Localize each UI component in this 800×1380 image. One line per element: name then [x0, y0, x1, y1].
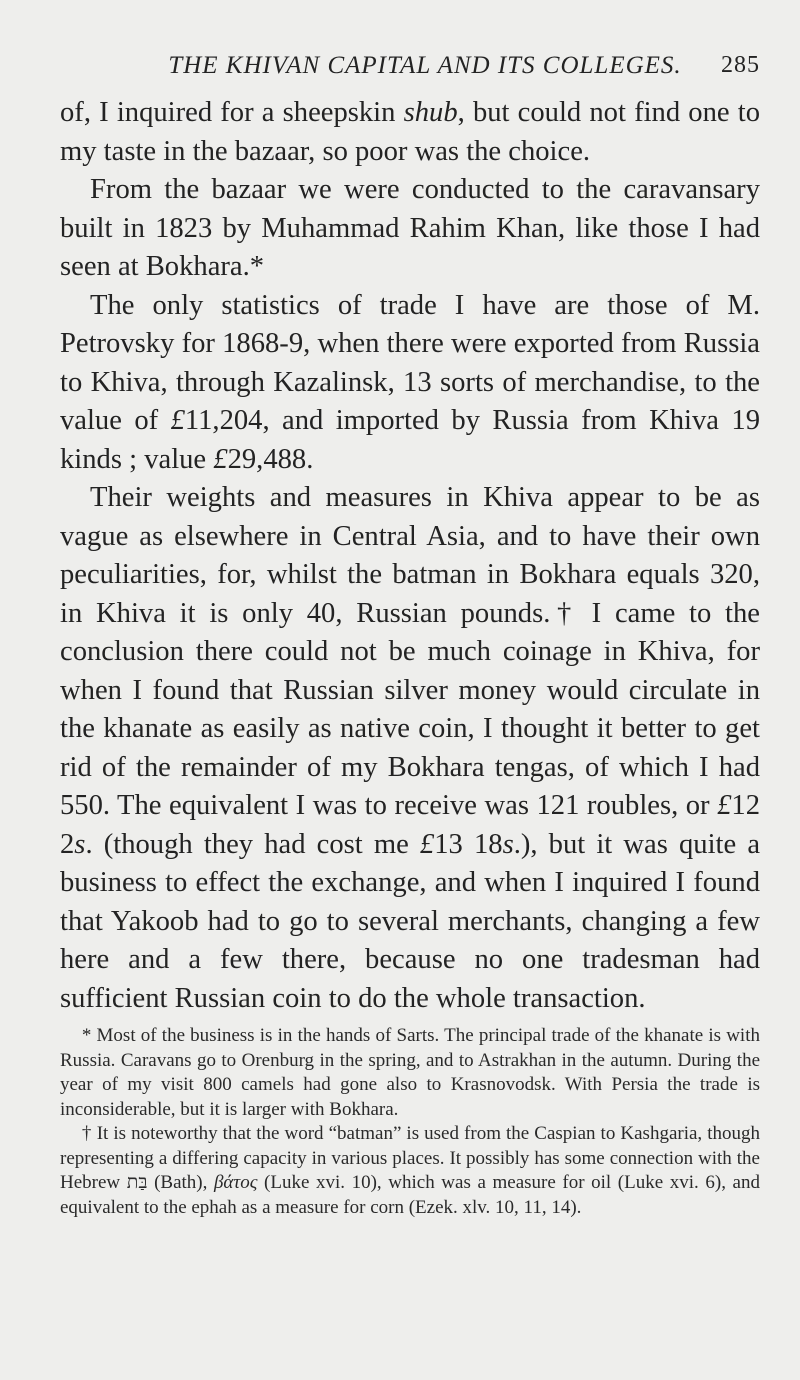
italic-text: £ — [717, 790, 732, 821]
text-run: 12 2 — [60, 790, 760, 860]
footnotes — [60, 1024, 760, 1220]
italic-text: s — [502, 828, 514, 860]
text-run: of, I inquired for a sheepskin — [60, 97, 404, 128]
text-run: .), but it was quite a business to effect the exchange, and when I inquired I found that Yakoob had to go to several merchants, changing a few here and a few there, because no one tradesman had sufficient Russian coin to do the whole transaction. — [60, 828, 761, 1014]
body-text — [60, 94, 760, 1018]
italic-text: shub — [403, 97, 458, 128]
page-number: 285 — [721, 52, 760, 78]
text-run: 13 18 — [434, 828, 503, 860]
italic-text: βάτος — [213, 1172, 258, 1193]
italic-text: £ — [213, 443, 228, 475]
text-run: * Most of the business is in the hands of Sarts. The principal trade of the khanate is with Russia. Caravans go to Orenburg in the spring, and to Astrakhan in the autumn. During the year of my visit 800 camels had gone also to Krasnovodsk. With Persia the trade is inconsiderable, but it is larger with Bokhara. — [60, 1025, 760, 1120]
text-run: 11,204, and imported by Russia from Khiva 19 kinds ; value — [60, 405, 760, 475]
text-run: בַּת — [126, 1172, 148, 1193]
text-run: 29,488. — [227, 443, 314, 475]
footnote-2 — [60, 1122, 760, 1220]
text-run: . (though they had cost me — [85, 828, 420, 860]
text-run: , but could not find one to my taste in the bazaar, so poor was the choice. — [60, 97, 760, 167]
italic-text: s — [74, 828, 86, 860]
italic-text: £ — [170, 405, 185, 436]
text-run: The only statistics of trade I have are those of M. Petrovsky for 1868-9, when there were exported from Russia to Khiva, through Kazalinsk, 13 sorts of merchandise, to the value of — [60, 289, 760, 436]
paragraph-4 — [60, 479, 760, 1018]
paragraph-3 — [60, 287, 760, 480]
text-run: (Luke xvi. 10), which was a measure for oil (Luke xvi. 6), and equivalent to the ephah as a measure for corn (Ezek. xlv. 10, 11, 14). — [60, 1172, 760, 1218]
running-title: THE KHIVAN CAPITAL AND ITS COLLEGES. — [168, 52, 682, 79]
footnote-1 — [60, 1024, 760, 1122]
paragraph-1 — [60, 94, 760, 171]
text-run: (Bath), — [147, 1172, 214, 1193]
running-header — [60, 52, 760, 92]
italic-text: £ — [419, 828, 435, 860]
text-run: † It is noteworthy that the word “batman” is used from the Caspian to Kashgaria, though representing a differing capacity in various places. It possibly has some connection with the Hebrew — [60, 1123, 760, 1193]
text-run: From the bazaar we were conducted to the caravansary built in 1823 by Muhammad Rahim Khan, like those I had seen at Bokhara.* — [60, 174, 760, 282]
paragraph-2 — [60, 171, 760, 287]
text-run: Their weights and measures in Khiva appear to be as vague as elsewhere in Central Asia, and to have their own peculiarities, for, whilst the batman in Bokhara equals 320, in Khiva it is only 40, Russian pounds.† I came to the conclusion there could not be much coinage in Khiva, for when I found that Russian silver money would circulate in the khanate as easily as native coin, I thought it better to get rid of the remainder of my Bokhara tengas, of which I had 550. The equivalent I was to receive was 121 roubles, or — [60, 482, 760, 821]
book-page — [60, 52, 760, 1220]
